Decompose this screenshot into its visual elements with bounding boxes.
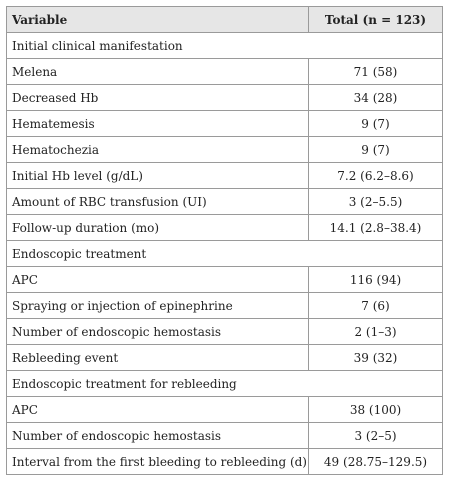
section-row: [7, 241, 443, 267]
table-row: [7, 111, 443, 137]
row-label: Spraying or injection of epinephrine: [7, 293, 309, 319]
header-variable: Variable: [7, 7, 309, 33]
table-row: [7, 85, 443, 111]
table-row: [7, 293, 443, 319]
table-row: [7, 215, 443, 241]
results-table-container: [6, 6, 442, 475]
section-label: Endoscopic treatment: [7, 241, 443, 267]
row-value: 7.2 (6.2–8.6): [309, 163, 443, 189]
table-row: [7, 163, 443, 189]
row-label: APC: [7, 397, 309, 423]
table-row: [7, 345, 443, 371]
row-label: Hematemesis: [7, 111, 309, 137]
row-value: 38 (100): [309, 397, 443, 423]
row-value: 71 (58): [309, 59, 443, 85]
row-label: Number of endoscopic hemostasis: [7, 423, 309, 449]
row-value: 116 (94): [309, 267, 443, 293]
header-row: [7, 7, 443, 33]
table-body: [7, 33, 443, 475]
row-value: 39 (32): [309, 345, 443, 371]
section-row: [7, 33, 443, 59]
row-label: Follow-up duration (mo): [7, 215, 309, 241]
table-row: [7, 423, 443, 449]
row-label: Rebleeding event: [7, 345, 309, 371]
table-row: [7, 267, 443, 293]
section-row: [7, 371, 443, 397]
table-header: [7, 7, 443, 33]
section-label: Initial clinical manifestation: [7, 33, 443, 59]
table-row: [7, 397, 443, 423]
row-label: Interval from the first bleeding to rebleeding (d): [7, 449, 309, 475]
row-label: Amount of RBC transfusion (UI): [7, 189, 309, 215]
table-row: [7, 319, 443, 345]
row-value: 14.1 (2.8–38.4): [309, 215, 443, 241]
row-label: Melena: [7, 59, 309, 85]
row-label: Initial Hb level (g/dL): [7, 163, 309, 189]
row-label: Number of endoscopic hemostasis: [7, 319, 309, 345]
results-table: [6, 6, 443, 475]
row-value: 2 (1–3): [309, 319, 443, 345]
header-total: Total (n = 123): [309, 7, 443, 33]
row-value: 49 (28.75–129.5): [309, 449, 443, 475]
section-label: Endoscopic treatment for rebleeding: [7, 371, 443, 397]
row-value: 7 (6): [309, 293, 443, 319]
row-value: 9 (7): [309, 137, 443, 163]
table-row: [7, 189, 443, 215]
row-label: Hematochezia: [7, 137, 309, 163]
row-label: APC: [7, 267, 309, 293]
row-label: Decreased Hb: [7, 85, 309, 111]
table-row: [7, 449, 443, 475]
row-value: 9 (7): [309, 111, 443, 137]
row-value: 34 (28): [309, 85, 443, 111]
row-value: 3 (2–5): [309, 423, 443, 449]
table-row: [7, 137, 443, 163]
table-row: [7, 59, 443, 85]
row-value: 3 (2–5.5): [309, 189, 443, 215]
